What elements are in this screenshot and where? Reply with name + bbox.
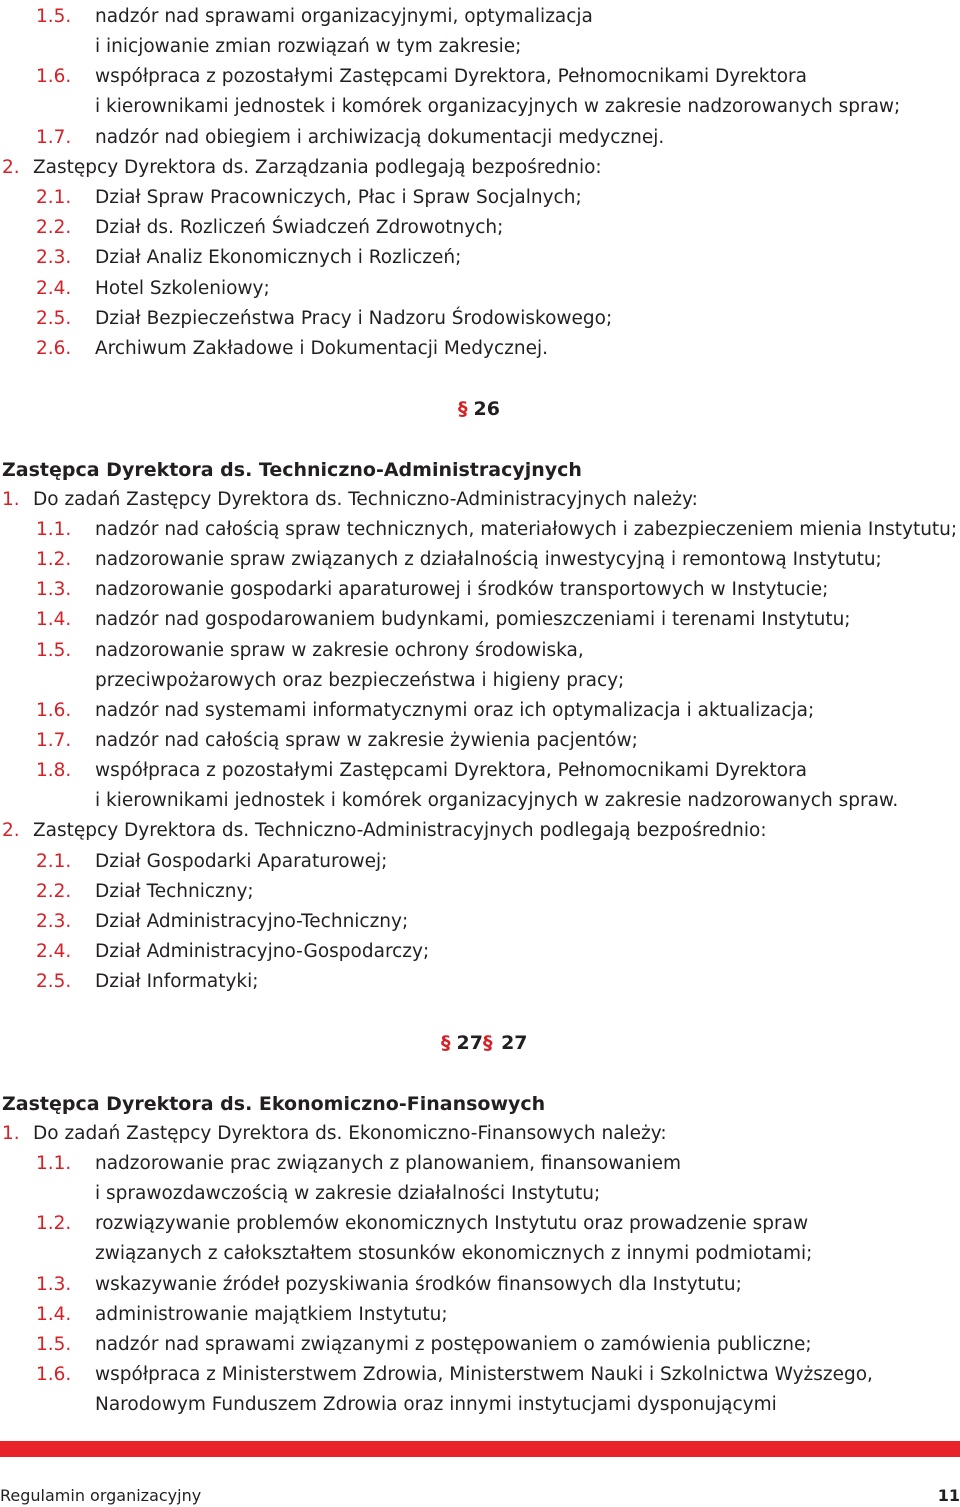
item-number: 1.7. <box>36 730 72 751</box>
point-number: 1. <box>2 489 20 510</box>
item-text: nadzór nad całością spraw w zakresie żywienia pacjentów; <box>95 730 638 751</box>
item-number: 2.5. <box>36 971 72 992</box>
item-text: nadzorowanie spraw w zakresie ochrony środowiska, <box>95 640 584 661</box>
item-number: 2.1. <box>36 851 72 872</box>
item-number: 1.6. <box>36 700 72 721</box>
item-text: Archiwum Zakładowe i Dokumentacji Medycznej. <box>95 338 548 359</box>
point-text: Do zadań Zastępcy Dyrektora ds. Ekonomiczno-Finansowych należy: <box>33 1123 667 1144</box>
page-number: 11 <box>937 1486 960 1505</box>
point-text: Zastępcy Dyrektora ds. Zarządzania podlegają bezpośrednio: <box>33 157 602 178</box>
item-number: 1.5. <box>36 1334 72 1355</box>
item-number: 1.2. <box>36 549 72 570</box>
item-text: współpraca z Ministerstwem Zdrowia, Ministerstwem Nauki i Szkolnictwa Wyższego, <box>95 1364 873 1385</box>
item-text: Dział Spraw Pracowniczych, Płac i Spraw Socjalnych; <box>95 187 582 208</box>
item-number: 2.2. <box>36 881 72 902</box>
item-text: nadzór nad sprawami związanymi z postępowaniem o zamówienia publiczne; <box>95 1334 812 1355</box>
item-text: i sprawozdawczością w zakresie działalności Instytutu; <box>95 1183 601 1204</box>
item-number: 2.4. <box>36 941 72 962</box>
item-number: 1.7. <box>36 127 72 148</box>
item-number: 2.1. <box>36 187 72 208</box>
item-number: 1.5. <box>36 6 72 27</box>
item-number: 2.6. <box>36 338 72 359</box>
paragraph-number: 27 <box>501 1032 528 1054</box>
item-number: 1.3. <box>36 579 72 600</box>
item-text: rozwiązywanie problemów ekonomicznych Instytutu oraz prowadzenie spraw <box>95 1213 809 1234</box>
item-number: 1.4. <box>36 609 72 630</box>
item-text: Dział Gospodarki Aparaturowej; <box>95 851 388 872</box>
item-number: 1.3. <box>36 1274 72 1295</box>
section-heading: Zastępca Dyrektora ds. Ekonomiczno-Finansowych <box>2 1093 546 1115</box>
section-sign: § <box>458 398 468 420</box>
item-text: nadzorowanie prac związanych z planowaniem, finansowaniem <box>95 1153 681 1174</box>
point-number: 2. <box>2 820 20 841</box>
item-number: 1.8. <box>36 760 72 781</box>
item-text: Hotel Szkoleniowy; <box>95 278 270 299</box>
item-number: 1.4. <box>36 1304 72 1325</box>
item-number: 2.2. <box>36 217 72 238</box>
point-number: 2. <box>2 157 20 178</box>
item-text: Dział Informatyki; <box>95 971 259 992</box>
item-text: Dział Analiz Ekonomicznych i Rozliczeń; <box>95 247 462 268</box>
item-text: i kierownikami jednostek i komórek organizacyjnych w zakresie nadzorowanych spraw; <box>95 96 901 117</box>
item-text: administrowanie majątkiem Instytutu; <box>95 1304 448 1325</box>
paragraph-number: 26 <box>473 398 500 420</box>
section-sign: § <box>482 1032 493 1054</box>
item-number: 2.4. <box>36 278 72 299</box>
item-number: 2.5. <box>36 308 72 329</box>
paragraph-mark-27 <box>441 1032 528 1054</box>
item-text: współpraca z pozostałymi Zastępcami Dyrektora, Pełnomocnikami Dyrektora <box>95 66 807 87</box>
item-text: Dział Administracyjno-Gospodarczy; <box>95 941 430 962</box>
item-number: 1.2. <box>36 1213 72 1234</box>
item-text: nadzorowanie spraw związanych z działalnością inwestycyjną i remontową Instytutu; <box>95 549 882 570</box>
point-text: Do zadań Zastępcy Dyrektora ds. Techniczno-Administracyjnych należy: <box>33 489 698 510</box>
item-text: współpraca z pozostałymi Zastępcami Dyrektora, Pełnomocnikami Dyrektora <box>95 760 807 781</box>
item-text: przeciwpożarowych oraz bezpieczeństwa i higieny pracy; <box>95 670 625 691</box>
item-number: 1.5. <box>36 640 72 661</box>
footer-red-bar <box>0 1441 960 1457</box>
point-text: Zastępcy Dyrektora ds. Techniczno-Administracyjnych podlegają bezpośrednio: <box>33 820 767 841</box>
paragraph-mark-26 <box>458 398 500 420</box>
item-text: nadzorowanie gospodarki aparaturowej i środków transportowych w Instytucie; <box>95 579 829 600</box>
item-text: Dział Administracyjno-Techniczny; <box>95 911 409 932</box>
item-text: Dział Bezpieczeństwa Pracy i Nadzoru Środowiskowego; <box>95 308 613 329</box>
item-text: Dział Techniczny; <box>95 881 254 902</box>
item-number: 1.1. <box>36 1153 72 1174</box>
footer-title: Regulamin organizacyjny <box>0 1486 202 1505</box>
item-text: i kierownikami jednostek i komórek organizacyjnych w zakresie nadzorowanych spraw. <box>95 790 899 811</box>
item-text: Dział ds. Rozliczeń Świadczeń Zdrowotnych; <box>95 217 504 238</box>
item-number: 1.1. <box>36 519 72 540</box>
item-text: i inicjowanie zmian rozwiązań w tym zakresie; <box>95 36 522 57</box>
paragraph-number: 27 <box>456 1032 483 1054</box>
item-text: związanych z całokształtem stosunków ekonomicznych z innymi podmiotami; <box>95 1243 813 1264</box>
item-number: 1.6. <box>36 66 72 87</box>
section-sign: § <box>441 1032 451 1054</box>
point-number: 1. <box>2 1123 20 1144</box>
item-text: nadzór nad obiegiem i archiwizacją dokumentacji medycznej. <box>95 127 665 148</box>
item-text: nadzór nad całością spraw technicznych, materiałowych i zabezpieczeniem mienia Instytutu; <box>95 519 958 540</box>
item-text: nadzór nad gospodarowaniem budynkami, pomieszczeniami i terenami Instytutu; <box>95 609 851 630</box>
item-text: nadzór nad systemami informatycznymi oraz ich optymalizacja i aktualizacja; <box>95 700 815 721</box>
section-heading: Zastępca Dyrektora ds. Techniczno-Administracyjnych <box>2 459 582 481</box>
item-number: 1.6. <box>36 1364 72 1385</box>
item-number: 2.3. <box>36 911 72 932</box>
item-text: Narodowym Funduszem Zdrowia oraz innymi instytucjami dysponującymi <box>95 1394 777 1415</box>
item-text: nadzór nad sprawami organizacyjnymi, optymalizacja <box>95 6 593 27</box>
item-text: wskazywanie źródeł pozyskiwania środków finansowych dla Instytutu; <box>95 1274 742 1295</box>
item-number: 2.3. <box>36 247 72 268</box>
